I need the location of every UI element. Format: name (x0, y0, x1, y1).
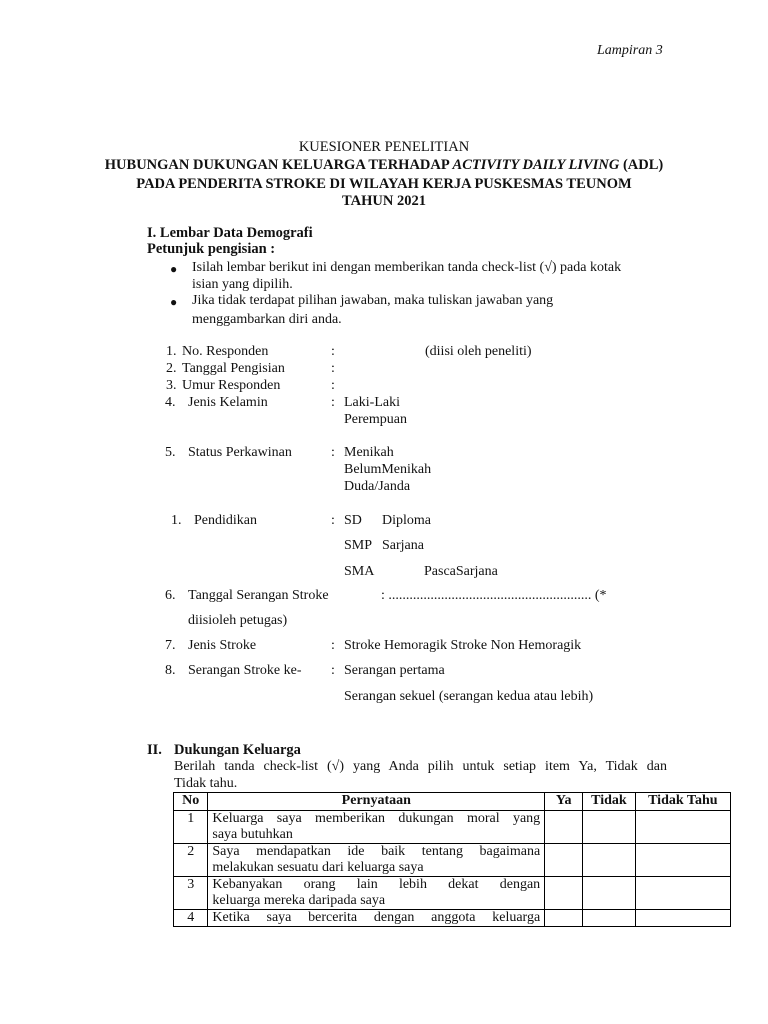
item-1-label: No. Responden (182, 344, 269, 359)
lampiran-label: Lampiran 3 (597, 43, 663, 58)
header-ya: Ya (545, 793, 583, 811)
answer-tidak-cell[interactable] (583, 844, 635, 877)
bullet-1-line-1: Isilah lembar berikut ini dengan memberikan tanda check-list (√) pada kotak (192, 260, 622, 275)
row-number: 4 (174, 910, 208, 927)
section-1-heading: I. Lembar Data Demografi (147, 225, 313, 241)
title-line-2-pre: HUBUNGAN DUKUNGAN KELUARGA TERHADAP (104, 157, 453, 173)
section-2-instruction-line-2: Tidak tahu. (174, 776, 238, 791)
row-number: 3 (174, 877, 208, 910)
answer-ya-cell[interactable] (545, 844, 583, 877)
item-3-colon: : (331, 378, 335, 393)
item-4-option-1[interactable]: Laki-Laki (344, 395, 400, 410)
row-statement (208, 910, 545, 927)
petunjuk-heading: Petunjuk pengisian : (147, 241, 276, 257)
statement-line-2: saya butuhkan (212, 827, 293, 842)
item-4-label: Jenis Kelamin (188, 395, 268, 410)
pendidikan-option-sma[interactable]: SMA (344, 564, 375, 579)
item-4-option-2[interactable]: Perempuan (344, 412, 407, 427)
section-2-heading: Dukungan Keluarga (174, 742, 301, 758)
row-statement (208, 844, 545, 877)
item-8-number: 8. (165, 663, 176, 678)
header-tidak: Tidak (583, 793, 635, 811)
answer-tidak-cell[interactable] (583, 811, 635, 844)
title-line-3: PADA PENDERITA STROKE DI WILAYAH KERJA PUSKESMAS TEUNOM (136, 176, 632, 192)
section-2-instruction-line-1: Berilah tanda check-list (√) yang Anda pilih untuk setiap item Ya, Tidak dan (174, 759, 667, 774)
answer-ya-cell[interactable] (545, 877, 583, 910)
bullet-2-line-2: menggambarkan diri anda. (192, 312, 342, 327)
item-1-note: (diisi oleh peneliti) (425, 344, 532, 359)
table-row (174, 877, 731, 910)
item-2-colon: : (331, 361, 335, 376)
answer-ya-cell[interactable] (545, 910, 583, 927)
item-2-label: Tanggal Pengisian (182, 361, 285, 376)
item-5-option-1[interactable]: Menikah (344, 445, 394, 460)
statement-line-1: Keluarga saya memberikan dukungan moral yang (212, 811, 541, 826)
item-7-label: Jenis Stroke (188, 638, 257, 653)
row-number: 1 (174, 811, 208, 844)
item-5-label: Status Perkawinan (188, 445, 292, 460)
title-line-1: KUESIONER PENELITIAN (298, 139, 470, 155)
item-4-number: 4. (165, 395, 176, 410)
item-8-label: Serangan Stroke ke- (188, 663, 302, 678)
title-line-2-post: (ADL) (619, 157, 664, 173)
item-3-label: Umur Responden (182, 378, 281, 393)
answer-tidak-tahu-cell[interactable] (635, 811, 730, 844)
item-1-number: 1. (166, 344, 177, 359)
bullet-icon: ● (170, 295, 178, 309)
table-row (174, 811, 731, 844)
item-7-options[interactable]: Stroke Hemoragik Stroke Non Hemoragik (344, 638, 582, 653)
item-6-label: Tanggal Serangan Stroke (188, 588, 329, 603)
item-7-colon: : (331, 638, 335, 653)
item-5-number: 5. (165, 445, 176, 460)
answer-tidak-cell[interactable] (583, 877, 635, 910)
header-pernyataan: Pernyataan (208, 793, 545, 811)
item-5-option-2[interactable]: BelumMenikah (344, 462, 432, 477)
title-line-2-italic: ACTIVITY DAILY LIVING (452, 157, 620, 173)
bullet-icon: ● (170, 262, 178, 276)
statement-line-1: Saya mendapatkan ide baik tentang bagaimana (212, 844, 541, 859)
table-header-row (174, 793, 731, 811)
table-row (174, 844, 731, 877)
item-8-option-2[interactable]: Serangan sekuel (serangan kedua atau lebih) (344, 689, 594, 704)
item-1-colon: : (331, 344, 335, 359)
item-6-fill-line[interactable]: : .......................................................... (* (381, 588, 607, 603)
item-2-number: 2. (166, 361, 177, 376)
statement-line-1: Kebanyakan orang lain lebih dekat dengan (212, 877, 541, 892)
statement-line-2: keluarga mereka daripada saya (212, 893, 386, 908)
bullet-2-line-1: Jika tidak terdapat pilihan jawaban, maka tuliskan jawaban yang (192, 293, 554, 308)
pendidikan-colon: : (331, 513, 335, 528)
item-7-number: 7. (165, 638, 176, 653)
item-8-colon: : (331, 663, 335, 678)
pendidikan-option-pascasarjana[interactable]: PascaSarjana (424, 564, 498, 579)
pendidikan-option-smp[interactable]: SMP (344, 538, 373, 553)
item-5-colon: : (331, 445, 335, 460)
item-6-number: 6. (165, 588, 176, 603)
answer-tidak-tahu-cell[interactable] (635, 910, 730, 927)
row-statement (208, 811, 545, 844)
pendidikan-label: Pendidikan (194, 513, 257, 528)
answer-tidak-tahu-cell[interactable] (635, 844, 730, 877)
item-3-number: 3. (166, 378, 177, 393)
answer-tidak-cell[interactable] (583, 910, 635, 927)
table-row (174, 910, 731, 927)
item-8-option-1[interactable]: Serangan pertama (344, 663, 445, 678)
statement-line-2: melakukan sesuatu dari keluarga saya (212, 860, 424, 875)
title-line-2 (0, 157, 768, 174)
item-6-note: diisioleh petugas) (188, 613, 288, 628)
answer-tidak-tahu-cell[interactable] (635, 877, 730, 910)
row-statement (208, 877, 545, 910)
pendidikan-number: 1. (171, 513, 182, 528)
row-number: 2 (174, 844, 208, 877)
header-no: No (174, 793, 208, 811)
pendidikan-option-sd[interactable]: SD (344, 513, 362, 528)
statement-line-1: Ketika saya bercerita dengan anggota keluarga (212, 910, 541, 925)
title-line-4: TAHUN 2021 (342, 193, 426, 209)
answer-ya-cell[interactable] (545, 811, 583, 844)
item-5-option-3[interactable]: Duda/Janda (344, 479, 411, 494)
section-2-number: II. (147, 742, 162, 758)
bullet-1-line-2: isian yang dipilih. (192, 277, 293, 292)
header-tidak-tahu: Tidak Tahu (635, 793, 730, 811)
pendidikan-option-sarjana[interactable]: Sarjana (382, 538, 424, 553)
dukungan-keluarga-table (173, 792, 731, 927)
pendidikan-option-diploma[interactable]: Diploma (382, 513, 431, 528)
item-4-colon: : (331, 395, 335, 410)
